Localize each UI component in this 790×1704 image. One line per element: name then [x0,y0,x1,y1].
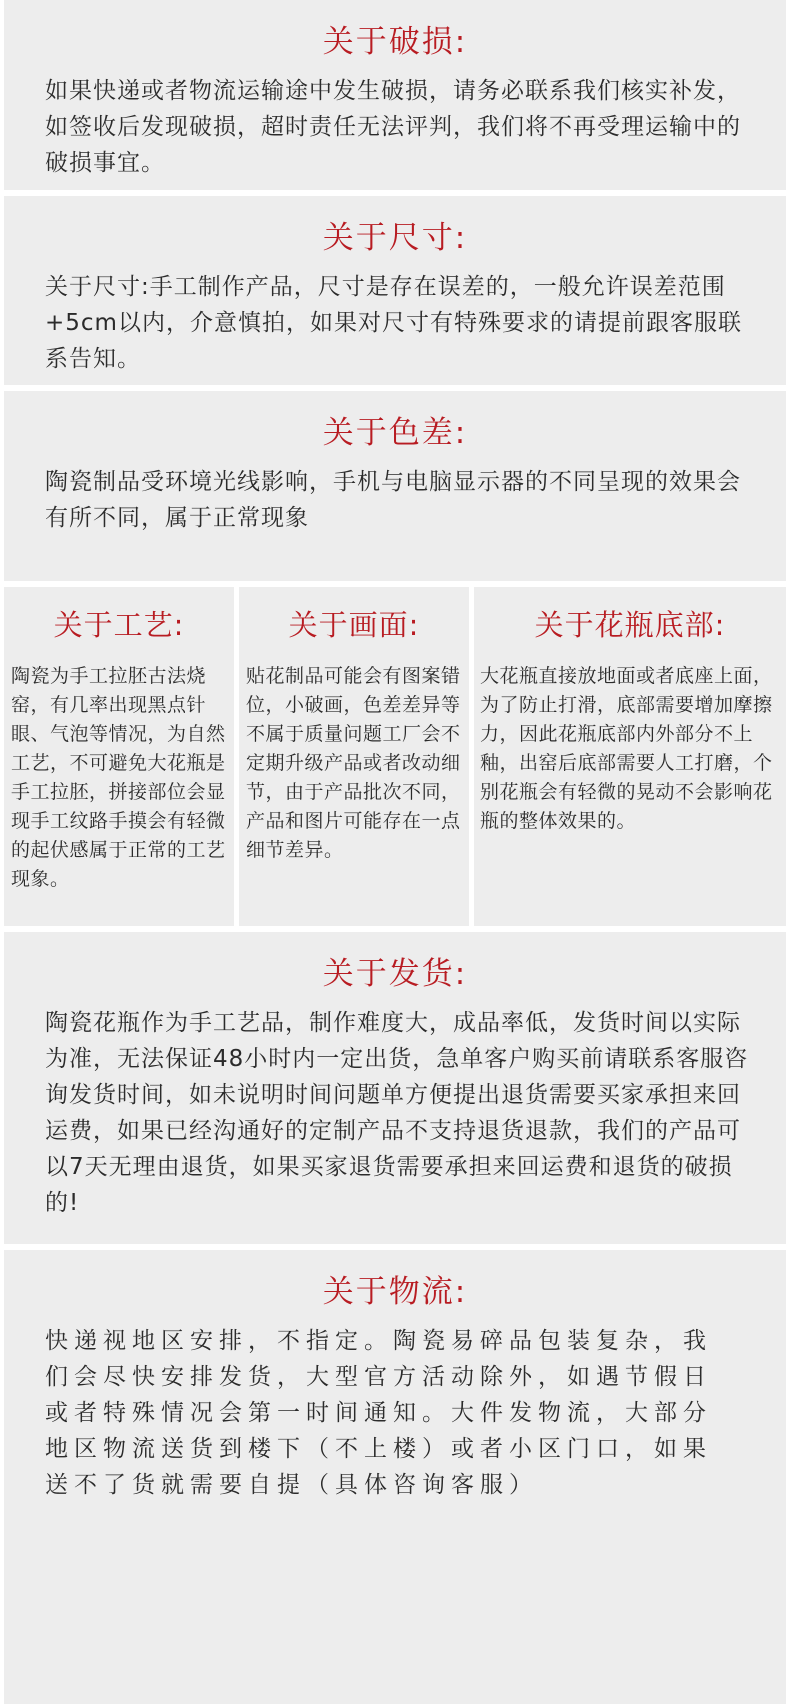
section-title: 关于发货: [322,956,468,992]
section-title: 关于工艺: [53,608,185,642]
section-text: 陶瓷花瓶作为手工艺品，制作难度大，成品率低，发货时间以实际为准，无法保证48小时内一定出货，急单客户购买前请联系客服咨询发货时间，如未说明时间问题单方便提出退货需要买家承担来回运费，如果已经沟通好的定制产品不支持退货退款，我们的产品可以7天无理由退货，如果买家退货需要承担来回运费和退货的破损的! [45,1010,749,1216]
section-picture [239,587,469,926]
section-logistics [4,1250,786,1704]
section-damage [4,0,786,190]
section-text: 快递视地区安排，不指定。陶瓷易碎品包装复杂，我们会尽快安排发货，大型官方活动除外，如遇节假日或者特殊情况会第一时间通知。大件发物流，大部分地区物流送货到楼下（不上楼）或者小区门口，如果送不了货就需要自提（具体咨询客服） [45,1328,712,1498]
section-text: 陶瓷为手工拉胚古法烧窑，有几率出现黑点针眼、气泡等情况，为自然工艺，不可避免大花瓶是手工拉胚，拼接部位会显现手工纹路手摸会有轻微的起伏感属于正常的工艺现象。 [11,665,226,890]
section-text: 贴花制品可能会有图案错位，小破画，色差差异等不属于质量问题工厂会不定期升级产品或者改动细节，由于产品批次不同，产品和图片可能存在一点细节差异。 [246,665,461,861]
section-craft [4,587,234,926]
section-text: 如果快递或者物流运输途中发生破损，请务必联系我们核实补发，如签收后发现破损，超时责任无法评判，我们将不再受理运输中的破损事宜。 [45,78,741,176]
section-text: 大花瓶直接放地面或者底座上面，为了防止打滑，底部需要增加摩擦力，因此花瓶底部内外部分不上釉，出窑后底部需要人工打磨，个别花瓶会有轻微的晃动不会影响花瓶的整体效果的。 [480,665,773,832]
section-vase-bottom [474,587,786,926]
section-title: 关于物流: [322,1274,468,1310]
section-shipping [4,932,786,1244]
section-title: 关于画面: [288,608,420,642]
section-size [4,196,786,385]
section-text: 陶瓷制品受环境光线影响，手机与电脑显示器的不同呈现的效果会有所不同，属于正常现象 [45,469,741,531]
section-title: 关于色差: [322,415,468,451]
section-title: 关于破损: [322,24,468,60]
section-title: 关于花瓶底部: [534,608,726,642]
section-text: 关于尺寸:手工制作产品，尺寸是存在误差的，一般允许误差范围+5cm以内，介意慎拍，如果对尺寸有特殊要求的请提前跟客服联系告知。 [45,274,742,372]
section-color [4,391,786,581]
section-title: 关于尺寸: [322,220,468,256]
